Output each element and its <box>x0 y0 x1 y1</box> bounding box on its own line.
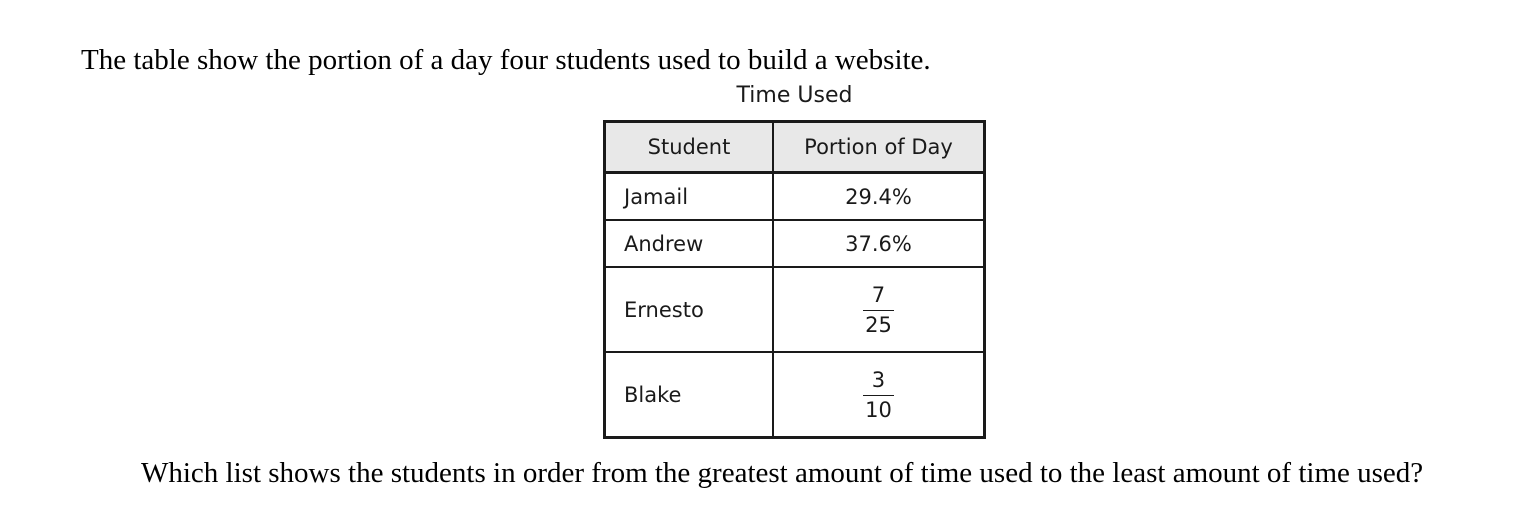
intro-text: The table show the portion of a day four students used to build a website. <box>81 44 931 76</box>
portion-value: 29.4% <box>773 173 985 221</box>
table-row <box>605 173 985 221</box>
question-text: Which list shows the students in order from the greatest amount of time used to the least amount of time used? <box>141 457 1424 489</box>
table-caption: Time Used <box>736 83 853 108</box>
table-header-row <box>605 122 985 173</box>
portion-fraction-cell <box>773 352 985 438</box>
table-row <box>605 352 985 438</box>
fraction <box>863 368 894 422</box>
fraction <box>863 283 894 337</box>
fraction-bar <box>863 395 894 396</box>
student-name: Blake <box>605 352 774 438</box>
student-name: Ernesto <box>605 267 774 352</box>
time-used-table <box>603 120 986 439</box>
fraction-bar <box>863 310 894 311</box>
fraction-denominator: 25 <box>865 312 892 337</box>
fraction-numerator: 3 <box>871 367 886 392</box>
portion-value: 37.6% <box>773 220 985 267</box>
fraction-numerator: 7 <box>871 282 886 307</box>
portion-fraction-cell <box>773 267 985 352</box>
student-name: Andrew <box>605 220 774 267</box>
fraction-denominator: 10 <box>865 397 892 422</box>
table-row <box>605 267 985 352</box>
student-name: Jamail <box>605 173 774 221</box>
table-row <box>605 220 985 267</box>
header-student: Student <box>605 122 774 173</box>
header-portion-of-day: Portion of Day <box>773 122 985 173</box>
